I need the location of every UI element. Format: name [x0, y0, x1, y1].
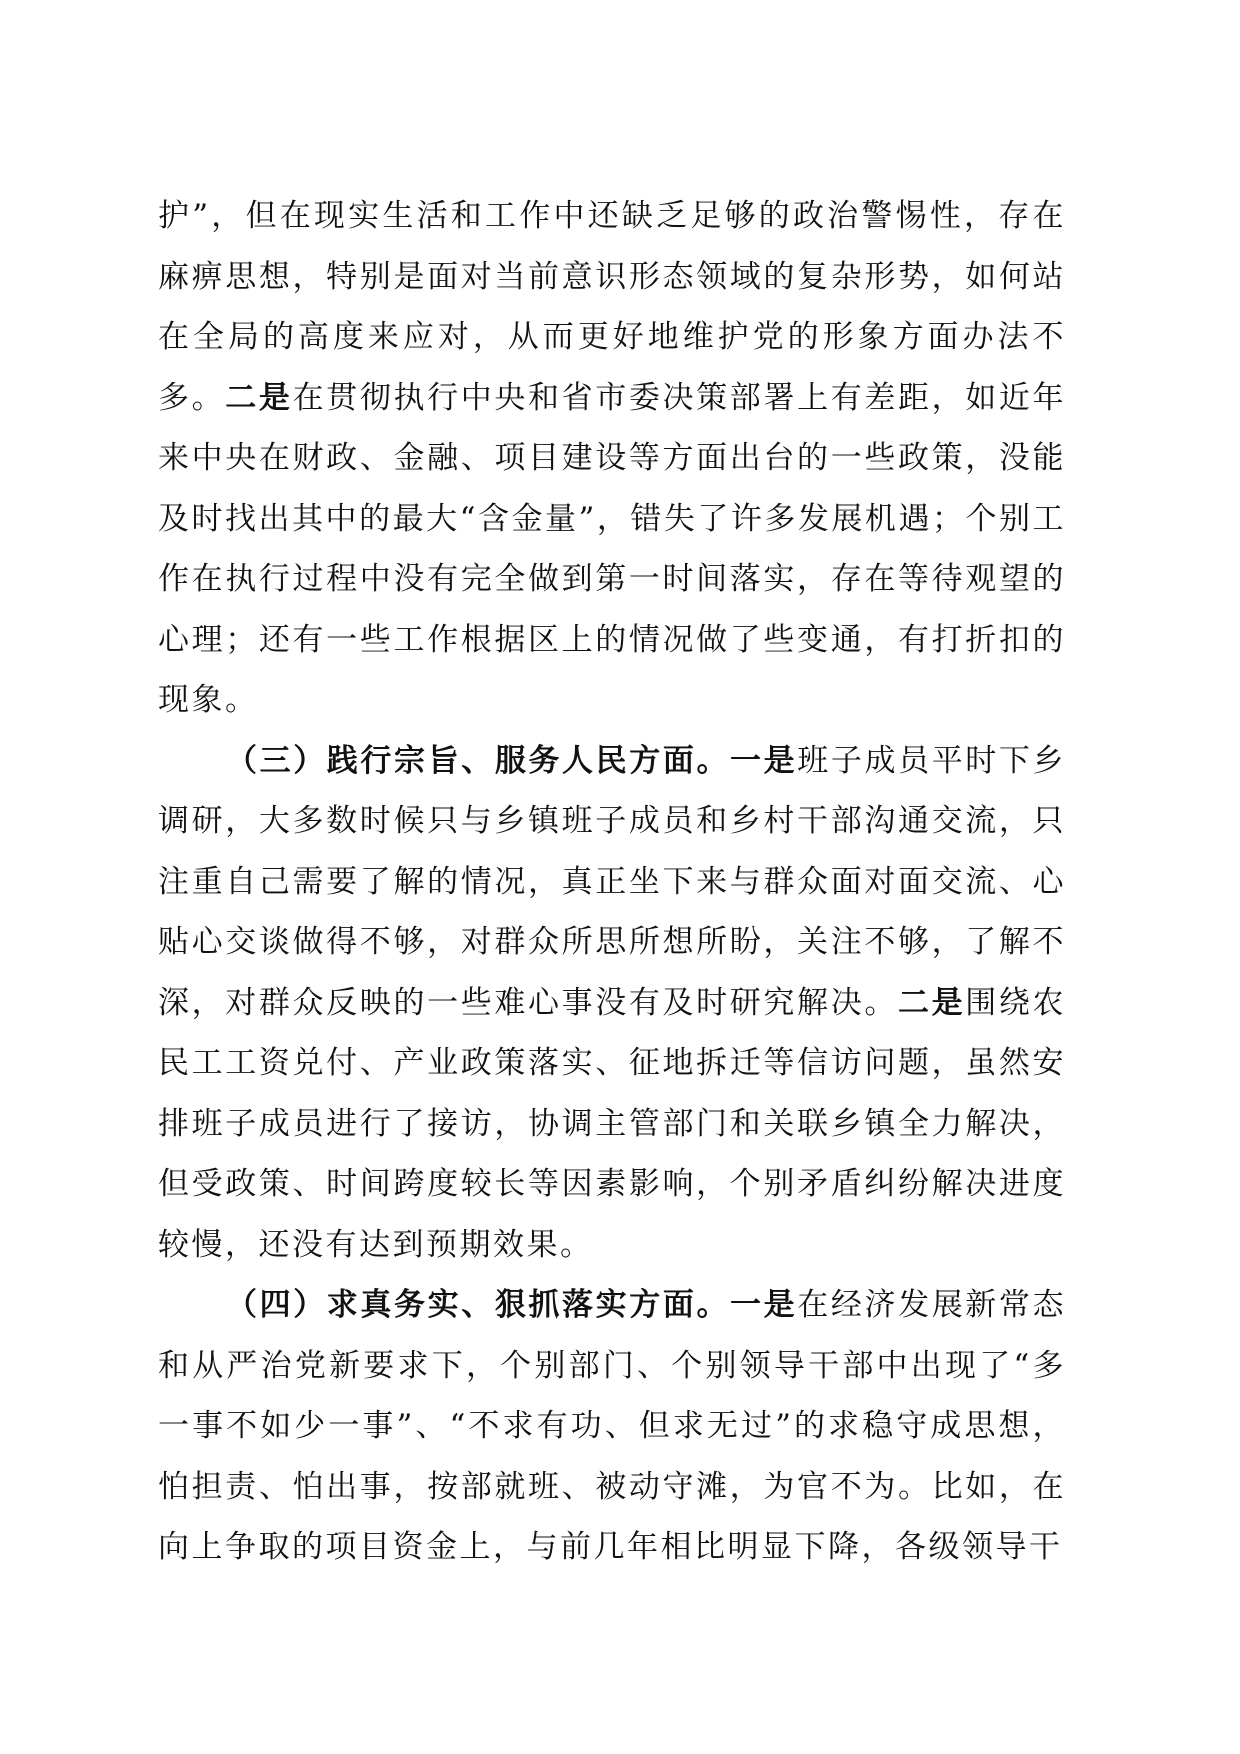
paragraph-political-discipline	[158, 186, 1066, 731]
paragraph-text: 在经济发展新常态和从严治党新要求下，个别部门、个别领导干部中出现了“多一事不如少一事”、“不求有功、但求无过”的求稳守成思想，怕担责、怕出事，按部就班、被动守滩，为官不为。比如，在向上争取的项目资金上，与前几年相比明显下降，各级领导干	[158, 1287, 1067, 1565]
paragraph-text: 在贯彻执行中央和省市委决策部署上有差距，如近年来中央在财政、金融、项目建设等方面出台的一些政策，没能及时找出其中的最大“含金量”，错失了许多发展机遇；个别工作在执行过程中没有完全做到第一时间落实，存在等待观望的心理；还有一些工作根据区上的情况做了些变通，有打折扣的现象。	[158, 379, 1067, 718]
paragraph-text: 护”，但在现实生活和工作中还缺乏足够的政治警惕性，存在麻痹思想，特别是面对当前意识形态领域的复杂形势，如何站在全局的高度来应对，从而更好地维护党的形象方面办法不多。	[158, 198, 1066, 416]
document-body	[158, 186, 1066, 1578]
section-heading-four: （四）求真务实、狠抓落实方面。一是	[226, 1287, 798, 1323]
section-heading-three: （三）践行宗旨、服务人民方面。一是	[226, 742, 798, 779]
paragraph-text: 班子成员平时下乡调研，大多数时候只与乡镇班子成员和乡村干部沟通交流，只注重自己需要了解的情况，真正坐下来与群众面对面交流、心贴心交谈做得不够，对群众所思所想所盼，关注不够，了解不深，对群众反映的一些难心事没有及时研究解决。	[158, 742, 1067, 1021]
bold-marker-second: 二是	[225, 379, 293, 416]
paragraph-serve-people	[158, 731, 1066, 1276]
paragraph-text: 围绕农民工工资兑付、产业政策落实、征地拆迁等信访问题，虽然安排班子成员进行了接访，协调主管部门和关联乡镇全力解决，但受政策、时间跨度较长等因素影响，个别矛盾纠纷解决进度较慢，还没有达到预期效果。	[158, 984, 1067, 1263]
bold-marker-second: 二是	[897, 984, 966, 1021]
paragraph-seek-truth	[158, 1275, 1066, 1578]
